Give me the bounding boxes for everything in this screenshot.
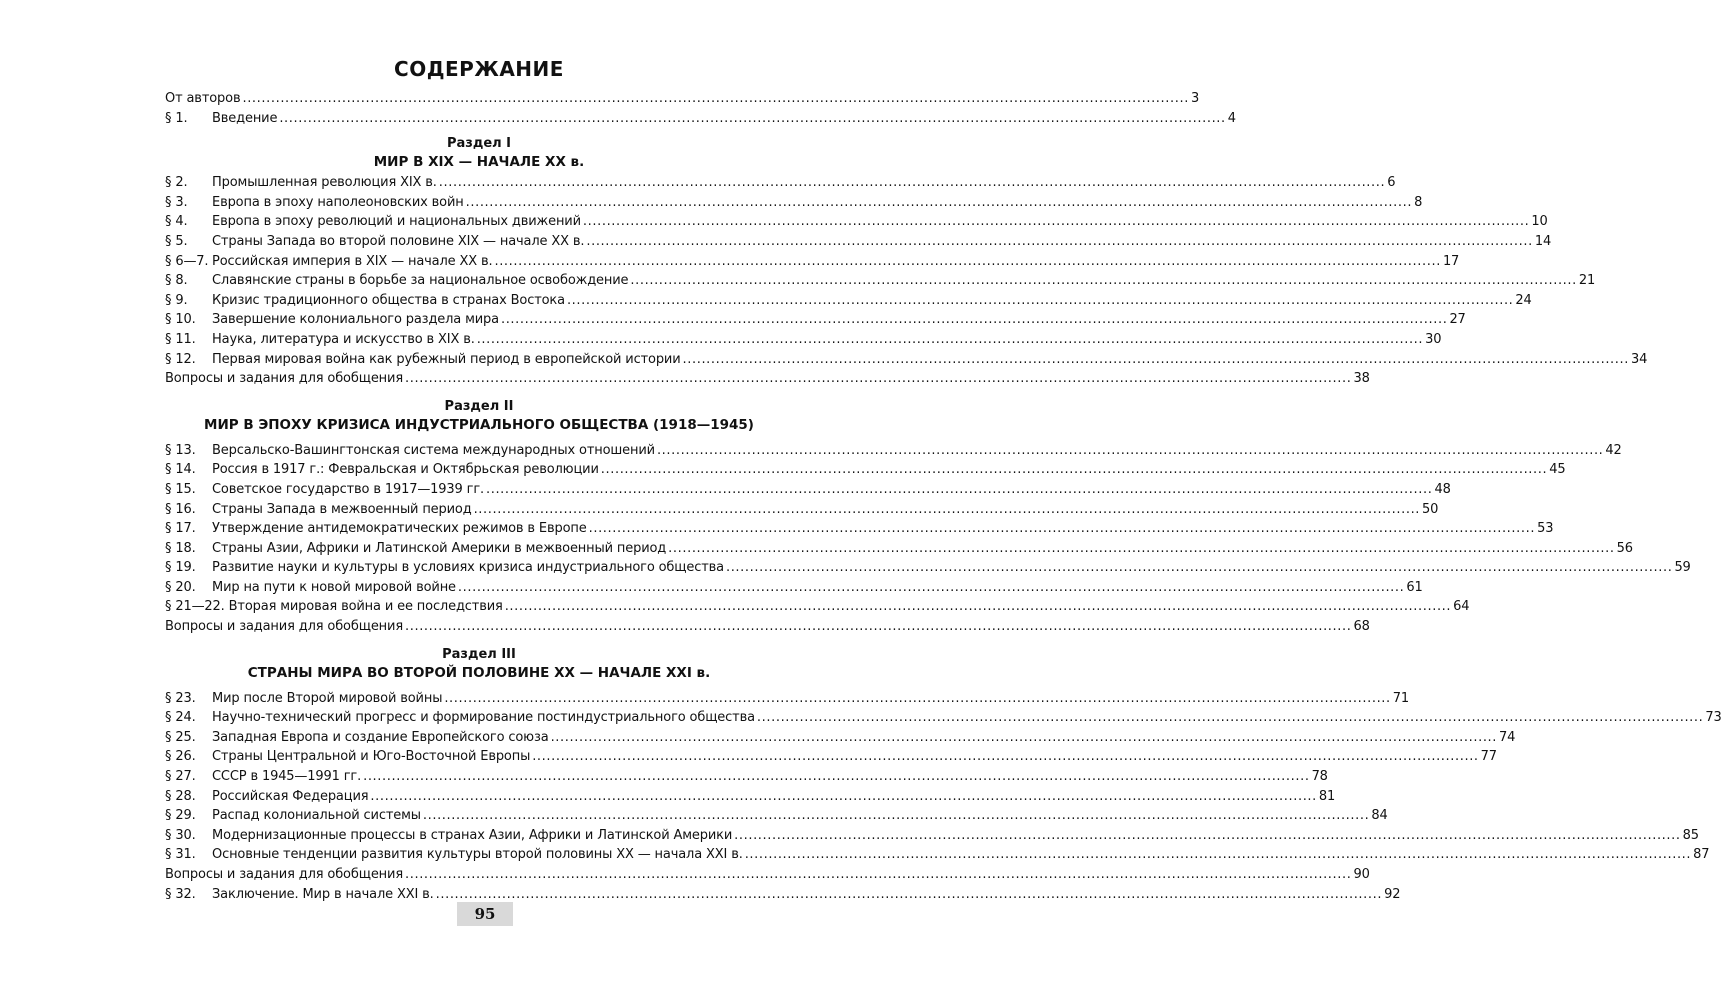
toc-entry[interactable] xyxy=(165,728,1516,748)
toc-entry-text: Западная Европа и создание Европейского союза xyxy=(212,729,549,745)
toc-entry-number: § 14. xyxy=(165,462,196,478)
toc-entry-number: § 23. xyxy=(165,690,196,706)
toc-entry-page: 87 xyxy=(1693,847,1710,863)
toc-entry-page: 84 xyxy=(1371,808,1388,824)
toc-entry[interactable] xyxy=(165,708,1722,728)
toc-entry-number: § 5. xyxy=(165,233,188,249)
toc-entry-page: 45 xyxy=(1549,462,1566,478)
toc-entry-number: § 31. xyxy=(165,847,196,863)
section-heading: Раздел II xyxy=(444,398,514,414)
toc-entry-text: Вопросы и задания для обобщения xyxy=(165,371,403,387)
toc-entry-text: От авторов xyxy=(165,91,241,106)
toc-entry-number: § 1. xyxy=(165,110,188,126)
toc-entry[interactable] xyxy=(165,89,1200,109)
toc-entry-number: § 25. xyxy=(165,729,196,745)
toc-entry-page: 14 xyxy=(1534,233,1552,249)
section-title: МИР В ЭПОХУ КРИЗИСА ИНДУСТРИАЛЬНОГО ОБЩЕСТВА (1918—1945) xyxy=(204,416,754,433)
toc-entry-page: 64 xyxy=(1453,599,1470,615)
toc-entry[interactable] xyxy=(165,558,1691,578)
toc-entry-text: Завершение колониального раздела мира xyxy=(212,312,499,328)
toc-entry[interactable] xyxy=(165,865,1370,885)
toc-entry[interactable] xyxy=(165,806,1388,826)
toc-entry-number: § 18. xyxy=(165,540,196,556)
toc-entry-text: Страны Центральной и Юго-Восточной Европы xyxy=(212,749,531,765)
toc-entry[interactable] xyxy=(165,441,1622,461)
toc-entry[interactable] xyxy=(165,310,1466,330)
toc-entry[interactable] xyxy=(165,350,1648,370)
toc-entry-number: § 30. xyxy=(165,827,196,843)
toc-entry-page: 56 xyxy=(1616,540,1633,556)
toc-entry-text: Первая мировая война как рубежный период в европейской истории xyxy=(212,351,681,367)
dot-leader xyxy=(242,89,1188,109)
toc-entry[interactable] xyxy=(165,369,1370,389)
table-of-contents xyxy=(165,55,1722,904)
toc-entry-text: Введение xyxy=(212,110,278,126)
toc-entry[interactable] xyxy=(165,787,1336,807)
toc-entry[interactable] xyxy=(165,539,1633,559)
dot-leader xyxy=(583,212,1529,232)
toc-entry-text: Европа в эпоху наполеоновских войн xyxy=(212,194,464,210)
toc-entry-page: 6 xyxy=(1387,175,1396,191)
toc-entry-text: Заключение. Мир в начале XXI в. xyxy=(212,886,434,902)
dot-leader xyxy=(444,689,1390,709)
toc-entry[interactable] xyxy=(165,193,1423,213)
toc-entry-page: 90 xyxy=(1353,867,1370,882)
dot-leader xyxy=(494,252,1440,272)
section-heading: Раздел I xyxy=(446,136,512,152)
dot-leader xyxy=(745,845,1691,865)
toc-entry[interactable] xyxy=(165,480,1451,500)
toc-entry[interactable] xyxy=(165,330,1442,350)
dot-leader xyxy=(567,291,1513,311)
dot-leader xyxy=(657,441,1603,461)
toc-entry-number: § 20. xyxy=(165,579,196,595)
toc-entry-text: Кризис традиционного общества в странах Востока xyxy=(212,292,565,308)
toc-entry[interactable] xyxy=(165,845,1710,865)
dot-leader xyxy=(458,578,1404,598)
toc-entry[interactable] xyxy=(165,291,1532,311)
dot-leader xyxy=(505,597,1451,617)
toc-entry-page: 24 xyxy=(1515,292,1532,308)
toc-entry[interactable] xyxy=(165,109,1236,129)
toc-entry-page: 30 xyxy=(1425,331,1442,347)
toc-entry[interactable] xyxy=(165,252,1460,272)
dot-leader xyxy=(474,500,1420,520)
toc-entry-text: Модернизационные процессы в странах Азии, Африки и Латинской Америки xyxy=(212,827,733,843)
dot-leader xyxy=(436,885,1382,905)
toc-entry-text: Мир после Второй мировой войны xyxy=(212,690,443,706)
sections-container xyxy=(165,134,1722,904)
toc-entry-text: Вопросы и задания для обобщения xyxy=(165,619,403,635)
toc-entry-number: § 12. xyxy=(165,351,196,367)
toc-entry[interactable] xyxy=(165,747,1497,767)
toc-entry-number: § 13. xyxy=(165,442,196,458)
toc-entry-page: 74 xyxy=(1499,729,1516,745)
toc-entry-number: § 3. xyxy=(165,194,188,210)
toc-entry-text: Страны Азии, Африки и Латинской Америки в межвоенный период xyxy=(212,540,667,556)
toc-entry-number: § 28. xyxy=(165,788,196,804)
toc-entry-text: Страны Запада во второй половине XIX — начале XX в. xyxy=(212,233,585,249)
toc-entry-page: 61 xyxy=(1406,579,1423,595)
toc-entry-text: СССР в 1945—1991 гг. xyxy=(212,769,362,785)
dot-leader xyxy=(477,330,1423,350)
toc-entry-number: § 6—7. xyxy=(165,253,209,269)
toc-entry-number: § 32. xyxy=(165,886,196,902)
toc-entry-text: Наука, литература и искусство в XIX в. xyxy=(212,331,475,347)
toc-entry-number: § 10. xyxy=(165,312,196,328)
page-title: СОДЕРЖАНИЕ xyxy=(394,57,564,81)
toc-entry-text: Советское государство в 1917—1939 гг. xyxy=(212,481,484,497)
dot-leader xyxy=(586,232,1532,252)
dot-leader xyxy=(501,310,1447,330)
toc-entry-text: Вопросы и задания для обобщения xyxy=(165,867,403,882)
toc-entry-text: Развитие науки и культуры в условиях кризиса индустриального общества xyxy=(212,560,724,576)
toc-entry[interactable] xyxy=(165,617,1370,637)
toc-entry-number: § 8. xyxy=(165,273,188,289)
toc-entry-text: Распад колониальной системы xyxy=(212,808,421,824)
toc-entry-text: Мир на пути к новой мировой войне xyxy=(212,579,456,595)
toc-entry-page: 53 xyxy=(1537,521,1554,537)
dot-leader xyxy=(551,728,1497,748)
section-heading: Раздел III xyxy=(442,646,516,662)
toc-entry[interactable] xyxy=(165,232,1552,252)
toc-entry-number: § 29. xyxy=(165,808,196,824)
toc-entry-text: Славянские страны в борьбе за национальное освобождение xyxy=(212,273,629,289)
dot-leader xyxy=(279,109,1225,129)
toc-entry-text: Российская Федерация xyxy=(212,788,369,804)
toc-entry-page: 27 xyxy=(1449,312,1466,328)
toc-entry[interactable] xyxy=(165,212,1548,232)
toc-entry-page: 38 xyxy=(1353,371,1370,387)
toc-entry[interactable] xyxy=(165,519,1554,539)
toc-entry-page: 17 xyxy=(1442,253,1460,269)
toc-entry-page: 68 xyxy=(1353,619,1370,635)
dot-leader xyxy=(668,539,1614,559)
toc-entry-number: § 15. xyxy=(165,481,196,497)
toc-entry-page: 42 xyxy=(1605,442,1622,458)
toc-entry-page: 78 xyxy=(1311,769,1328,785)
toc-entry-text: Россия в 1917 г.: Февральская и Октябрьская революции xyxy=(212,462,599,478)
toc-entry-page: 8 xyxy=(1414,194,1423,210)
toc-entry-number: § 19. xyxy=(165,560,196,576)
toc-entry-number: § 21—22. xyxy=(165,599,225,615)
toc-entry-number: § 2. xyxy=(165,175,188,191)
dot-leader xyxy=(405,617,1351,637)
section-title: МИР В XIX — НАЧАЛЕ XX в. xyxy=(373,154,585,171)
dot-leader xyxy=(734,826,1680,846)
toc-entry-number: § 16. xyxy=(165,501,196,517)
toc-entry-page: 34 xyxy=(1630,351,1648,367)
dot-leader xyxy=(370,787,1316,807)
section-title: СТРАНЫ МИРА ВО ВТОРОЙ ПОЛОВИНЕ XX — НАЧАЛЕ XXI в. xyxy=(247,664,711,681)
toc-entry-page: 3 xyxy=(1190,91,1200,106)
toc-entry[interactable] xyxy=(165,826,1699,846)
toc-entry-number: § 11. xyxy=(165,331,196,347)
dot-leader xyxy=(726,558,1672,578)
toc-entry[interactable] xyxy=(165,460,1566,480)
dot-leader xyxy=(589,519,1535,539)
toc-entry-text: Вторая мировая война и ее последствия xyxy=(228,599,503,615)
toc-entry-text: Научно-технический прогресс и формирование постиндустриального общества xyxy=(212,710,755,726)
toc-entry[interactable] xyxy=(165,271,1596,291)
toc-entry-text: Промышленная революция XIX в. xyxy=(212,175,437,191)
toc-entry-number: § 24. xyxy=(165,710,196,726)
toc-entry-page: 71 xyxy=(1392,690,1410,706)
toc-entry[interactable] xyxy=(165,689,1410,709)
dot-leader xyxy=(757,708,1703,728)
dot-leader xyxy=(423,806,1369,826)
toc-entry-page: 73 xyxy=(1705,710,1722,726)
page-number: 95 xyxy=(457,902,513,926)
dot-leader xyxy=(630,271,1576,291)
toc-entry-text: Страны Запада в межвоенный период xyxy=(212,501,472,517)
toc-entry-text: Утверждение антидемократических режимов в Европе xyxy=(212,521,587,537)
toc-entry-page: 48 xyxy=(1434,481,1451,497)
toc-entry-page: 85 xyxy=(1682,827,1699,843)
dot-leader xyxy=(405,369,1351,389)
toc-entry-text: Версальско-Вашингтонская система международных отношений xyxy=(212,442,655,458)
toc-entry-page: 81 xyxy=(1318,788,1336,804)
toc-entry-text: Основные тенденции развития культуры второй половины XX — начала XXI в. xyxy=(212,847,743,863)
dot-leader xyxy=(439,173,1385,193)
toc-entry-number: § 4. xyxy=(165,214,188,230)
toc-entry[interactable] xyxy=(165,173,1396,193)
toc-entry-page: 21 xyxy=(1578,273,1596,289)
toc-entry-page: 92 xyxy=(1384,886,1401,902)
toc-entry-text: Российская империя в XIX — начале XX в. xyxy=(212,253,493,269)
dot-leader xyxy=(466,193,1412,213)
dot-leader xyxy=(486,480,1432,500)
toc-entry-text: Европа в эпоху революций и национальных движений xyxy=(212,214,581,230)
dot-leader xyxy=(601,460,1547,480)
dot-leader xyxy=(405,865,1351,885)
toc-entry[interactable] xyxy=(165,767,1328,787)
toc-entry[interactable] xyxy=(165,578,1423,598)
dot-leader xyxy=(683,350,1629,370)
toc-entry[interactable] xyxy=(165,597,1470,617)
toc-entry-page: 4 xyxy=(1227,110,1236,126)
toc-entry[interactable] xyxy=(165,500,1439,520)
toc-entry-number: § 27. xyxy=(165,769,196,785)
dot-leader xyxy=(363,767,1309,787)
toc-entry-number: § 17. xyxy=(165,521,196,537)
toc-entry-page: 77 xyxy=(1480,749,1497,765)
toc-entry-page: 10 xyxy=(1531,214,1548,230)
toc-entry-page: 59 xyxy=(1674,560,1691,576)
toc-entry-number: § 9. xyxy=(165,292,188,308)
dot-leader xyxy=(532,747,1478,767)
toc-entry-page: 50 xyxy=(1422,501,1439,517)
toc-entry-number: § 26. xyxy=(165,749,196,765)
